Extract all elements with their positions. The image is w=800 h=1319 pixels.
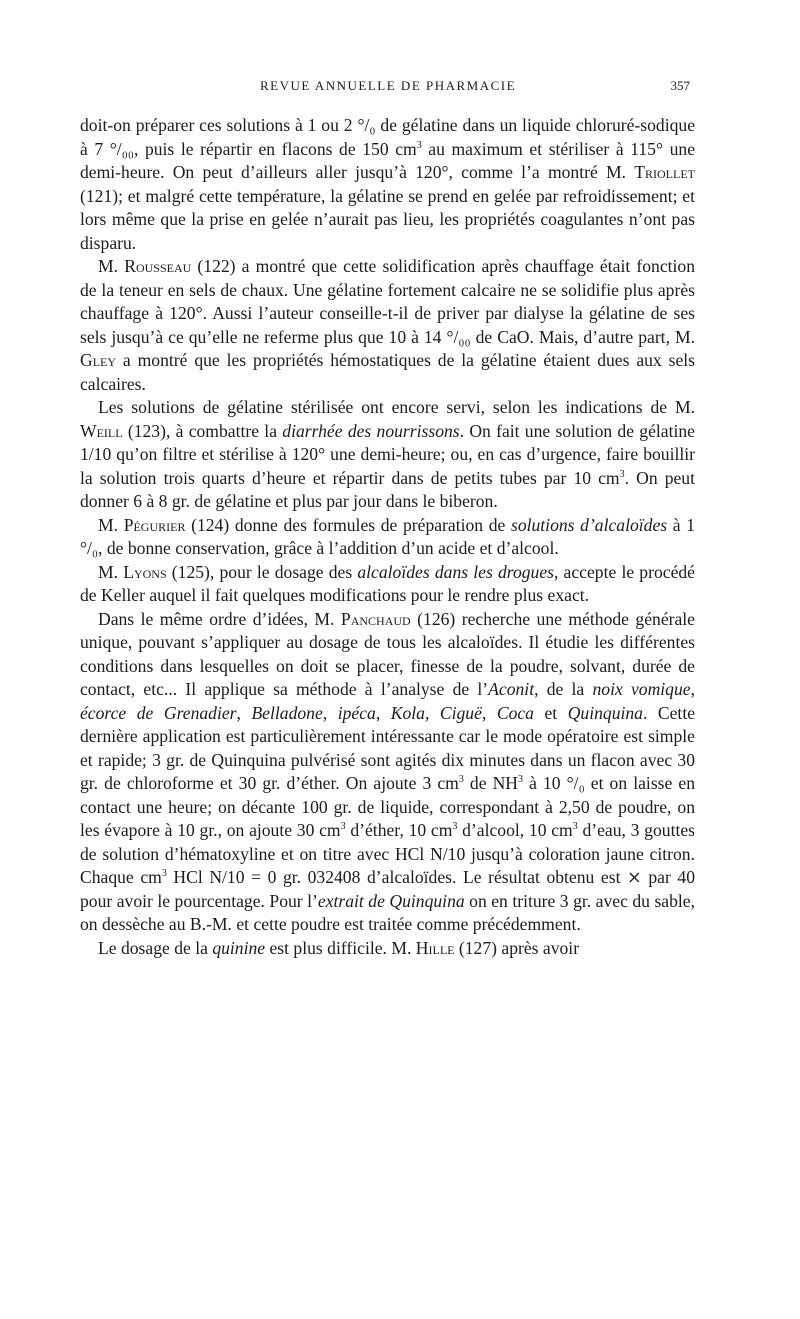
- text-run: M.: [98, 514, 124, 535]
- superscript: 3: [518, 774, 524, 786]
- superscript: 3: [452, 821, 458, 833]
- text-run: de NH: [463, 773, 519, 793]
- superscript: 3: [619, 468, 625, 480]
- italic-term: Quinquina: [567, 702, 643, 723]
- author-name: Weill: [80, 420, 123, 441]
- text-run: (122) a montré que cette solidification après chauffage était fonction de la teneur en sels de chaux. Une gélatine fortement calcaire ne se solidifie plus après chauffage à 120°. Aussi l’auteur conseille-t-il de priver par dialyse la gélatine de ses sels jusqu’à ce qu’elle ne referme plus que 10 à 14 °/₀₀ de CaO. Mais, d’autre part, M.: [80, 256, 695, 347]
- text-run: on en triture 3 gr. avec du sable, on dessèche au B.-M. et cette poudre est traitée comme précédemment.: [80, 890, 696, 934]
- paragraph: [80, 937, 695, 961]
- text-run: , accepte le procédé de Keller auquel il fait quelques modifications pour le rendre plus exact.: [80, 561, 695, 605]
- author-name: Lyons: [123, 561, 167, 582]
- text-run: ,: [690, 679, 695, 699]
- text-run: Dans le même ordre d’idées, M.: [98, 608, 341, 629]
- text-run: au maximum et stériliser à 115° une demi-heure. On peut d’ailleurs aller jusqu’à 120°, comme l’a montré M.: [80, 138, 696, 182]
- text-run: (123), à combattre la: [122, 420, 283, 441]
- running-head: REVUE ANNUELLE DE PHARMACIE: [260, 78, 517, 93]
- superscript: 3: [340, 821, 346, 833]
- text-run: (124) donne des formules de préparation de: [185, 514, 511, 535]
- text-run: d’eau, 3 gouttes de solution d’hématoxyline et on titre avec HCl N/10 jusqu’à coloration jaune citron. Chaque cm: [80, 820, 696, 887]
- author-name: Pégurier: [123, 514, 186, 535]
- superscript: 3: [161, 868, 167, 880]
- paragraph: [80, 114, 695, 255]
- text-run: (125), pour le dosage des: [166, 561, 358, 582]
- text-run: ,: [375, 702, 391, 723]
- text-run: . Cette dernière application est particulièrement intéressante car le mode opératoire est simple et rapide; 3 gr. de Quinquina pulvérisé sont agités dix minutes dans un flacon avec 30 gr. de chloroforme et 30 gr. d’éther. On ajoute 3 cm: [80, 702, 696, 793]
- italic-term: noix vomique: [592, 679, 691, 699]
- text-run: . On fait une solution de gélatine 1/10 qu’on filtre et stérilise à 120° une demi-heure; ou, en cas d’urgence, faire bouillir la solution trois quarts d’heure et répartir dans de petits tubes par 10 cm: [80, 420, 695, 488]
- italic-term: Ciguë: [439, 702, 482, 723]
- superscript: 3: [572, 821, 578, 833]
- author-name: Triollet: [634, 162, 695, 182]
- text-run: M.: [98, 561, 124, 582]
- author-name: Panchaud: [340, 608, 411, 629]
- text-run: M.: [98, 256, 125, 276]
- text-run: d’éther, 10 cm: [345, 820, 453, 840]
- text-run: ,: [322, 702, 338, 723]
- page-number: 357: [670, 78, 690, 93]
- text-run: ,: [236, 702, 252, 723]
- italic-term: Aconit: [488, 679, 535, 699]
- italic-term: diarrhée des nourrissons: [282, 420, 460, 441]
- text-run: ,: [424, 702, 440, 723]
- text-run: ,: [481, 702, 497, 723]
- italic-term: Kola: [390, 702, 425, 723]
- text-run: a montré que les propriétés hémostatiques de la gélatine étaient dues aux sels calcaires.: [80, 350, 695, 394]
- text-run: (121); et malgré cette température, la gélatine se prend en gelée par refroidissement; et lors même que la prise en gelée n’aurait pas lieu, les propriétés coagulantes n’ont pas disparu.: [80, 185, 695, 253]
- superscript: 3: [458, 774, 464, 786]
- italic-term: ipéca: [337, 702, 376, 723]
- text-run: , de la: [534, 679, 593, 699]
- text-run: est plus difficile. M.: [265, 937, 416, 958]
- text-run: (127) après avoir: [454, 937, 580, 958]
- paragraph: [80, 255, 695, 396]
- text-run: d’alcool, 10 cm: [457, 820, 573, 840]
- text-run: . On peut donner 6 à 8 gr. de gélatine et plus par jour dans le biberon.: [80, 467, 695, 511]
- italic-term: écorce de Grenadier: [80, 702, 237, 723]
- body-text: [80, 114, 695, 960]
- text-run: Les solutions de gélatine stérilisée ont encore servi, selon les indications de M.: [98, 397, 695, 417]
- text-run: Le dosage de la: [98, 937, 213, 958]
- italic-term: extrait de Quinquina: [317, 890, 465, 911]
- text-run: à 1 °/₀, de bonne conservation, grâce à l’addition d’un acide et d’alcool.: [80, 514, 695, 558]
- text-run: et: [533, 702, 568, 723]
- italic-term: Coca: [496, 702, 534, 723]
- paragraph: [80, 608, 695, 937]
- text-run: à 10 °/₀ et on laisse en contact une heure; on décante 100 gr. de liquide, correspondant à 2,50 de poudre, on les évapore à 10 gr., on ajoute 30 cm: [80, 773, 696, 840]
- italic-term: Belladone: [251, 702, 323, 723]
- author-name: Hille: [415, 937, 455, 958]
- text-run: HCl N/10 = 0 gr. 032408 d’alcaloïdes. Le résultat obtenu est ⨯ par 40 pour avoir le pourcentage. Pour l’: [80, 867, 695, 911]
- author-name: Rousseau: [124, 256, 192, 276]
- superscript: 3: [416, 139, 422, 151]
- text-run: (126) recherche une méthode générale unique, pouvant s’appliquer au dosage de tous les alcaloïdes. Il étudie les différentes conditions dans lesquelles on doit se placer, finesse de la poudre, solvant, durée de contact, etc... Il applique sa méthode à l’analyse de l’: [80, 608, 695, 699]
- paragraph: [80, 561, 695, 608]
- text-run: doit-on préparer ces solutions à 1 ou 2 °/₀ de gélatine dans un liquide chloruré-sodique à 7 °/₀₀, puis le répartir en flacons de 150 cm: [80, 115, 695, 159]
- paragraph: [80, 396, 695, 514]
- italic-term: quinine: [212, 937, 266, 958]
- italic-term: alcaloïdes dans les drogues: [357, 561, 554, 582]
- paragraph: [80, 514, 695, 561]
- author-name: Gley: [80, 350, 117, 370]
- italic-term: solutions d’alcaloïdes: [510, 514, 668, 535]
